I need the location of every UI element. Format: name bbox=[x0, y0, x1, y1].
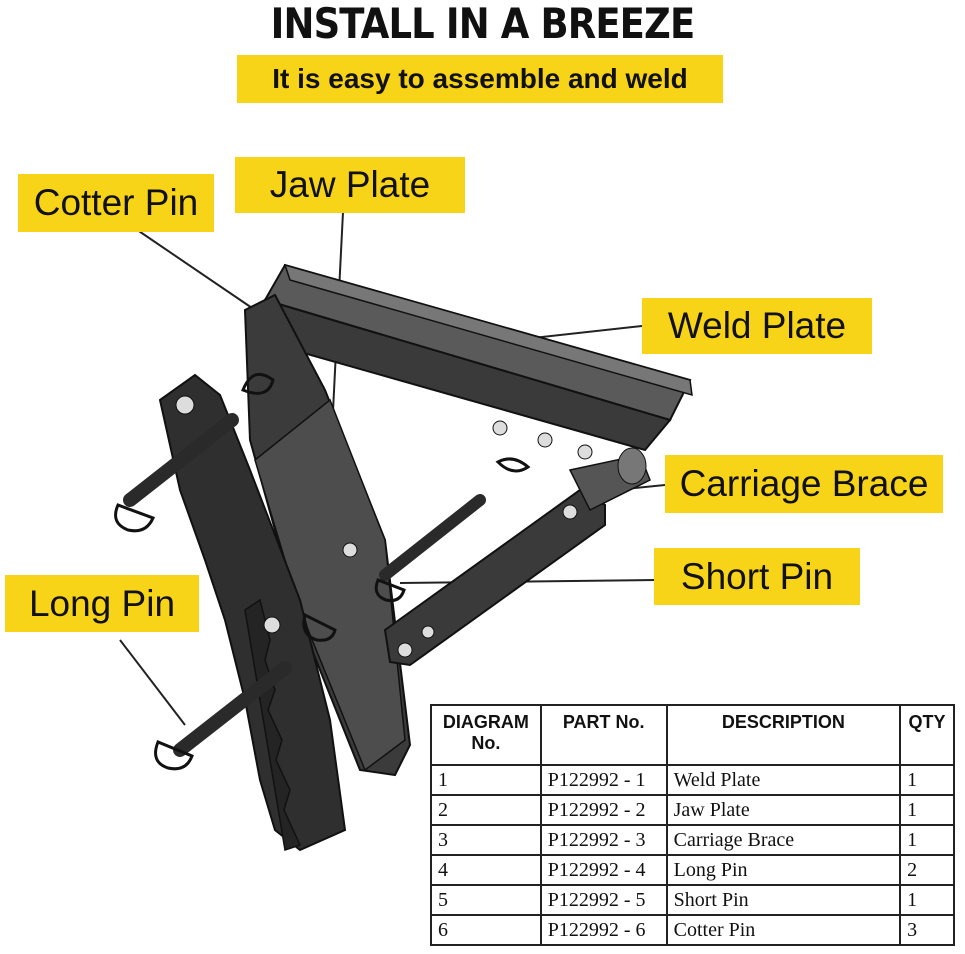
cotter-pin-1 bbox=[116, 505, 153, 531]
callout-jaw-plate-label: Jaw Plate bbox=[269, 164, 431, 205]
row-diagram-no: 1 bbox=[431, 765, 541, 795]
parts-table bbox=[430, 704, 955, 946]
parts-table-header bbox=[431, 705, 954, 765]
row-part-no: P122992 - 3 bbox=[541, 825, 667, 855]
header-part-no: PART No. bbox=[541, 705, 667, 765]
callout-short-pin-label: Short Pin bbox=[680, 555, 834, 597]
cotter-pin-4 bbox=[498, 459, 528, 471]
callout-long-pin-label: Long Pin bbox=[28, 582, 176, 624]
row-qty: 1 bbox=[900, 765, 954, 795]
header-no-label: No. bbox=[471, 733, 501, 753]
row-diagram-no: 2 bbox=[431, 795, 541, 825]
short-pin bbox=[385, 500, 480, 575]
callout-cotter-pin bbox=[18, 174, 214, 232]
callout-carriage-brace bbox=[665, 455, 943, 513]
table-row bbox=[431, 825, 954, 855]
carriage-brace-part bbox=[385, 448, 650, 665]
row-description: Long Pin bbox=[667, 855, 900, 885]
table-row bbox=[431, 765, 954, 795]
row-part-no: P122992 - 6 bbox=[541, 915, 667, 945]
row-part-no: P122992 - 2 bbox=[541, 795, 667, 825]
callout-short-pin bbox=[654, 548, 860, 605]
callout-carriage-brace-label: Carriage Brace bbox=[679, 463, 929, 504]
row-part-no: P122992 - 4 bbox=[541, 855, 667, 885]
row-diagram-no: 4 bbox=[431, 855, 541, 885]
row-qty: 1 bbox=[900, 885, 954, 915]
header-diagram-no bbox=[431, 705, 541, 765]
callout-weld-plate bbox=[642, 298, 872, 354]
table-row bbox=[431, 795, 954, 825]
page-title: INSTALL IN A BREEZE bbox=[270, 0, 695, 48]
callout-jaw-plate bbox=[235, 157, 465, 213]
row-description: Cotter Pin bbox=[667, 915, 900, 945]
row-description: Weld Plate bbox=[667, 765, 900, 795]
header-diagram-label: DIAGRAM bbox=[442, 712, 529, 732]
callout-weld-plate-label: Weld Plate bbox=[667, 305, 847, 346]
leader-long-pin bbox=[120, 640, 185, 725]
table-row bbox=[431, 855, 954, 885]
row-description: Carriage Brace bbox=[667, 825, 900, 855]
header-qty: QTY bbox=[900, 705, 954, 765]
subtitle-text: It is easy to assemble and weld bbox=[272, 63, 688, 94]
row-part-no: P122992 - 5 bbox=[541, 885, 667, 915]
row-qty: 2 bbox=[900, 855, 954, 885]
row-part-no: P122992 - 1 bbox=[541, 765, 667, 795]
row-diagram-no: 3 bbox=[431, 825, 541, 855]
row-qty: 3 bbox=[900, 915, 954, 945]
row-diagram-no: 6 bbox=[431, 915, 541, 945]
table-row bbox=[431, 915, 954, 945]
header-description: DESCRIPTION bbox=[667, 705, 900, 765]
row-diagram-no: 5 bbox=[431, 885, 541, 915]
leader-cotter-pin bbox=[130, 225, 255, 310]
row-description: Short Pin bbox=[667, 885, 900, 915]
row-qty: 1 bbox=[900, 795, 954, 825]
row-qty: 1 bbox=[900, 825, 954, 855]
table-row bbox=[431, 885, 954, 915]
callout-cotter-pin-label: Cotter Pin bbox=[33, 182, 199, 223]
row-description: Jaw Plate bbox=[667, 795, 900, 825]
callout-long-pin bbox=[5, 575, 199, 632]
